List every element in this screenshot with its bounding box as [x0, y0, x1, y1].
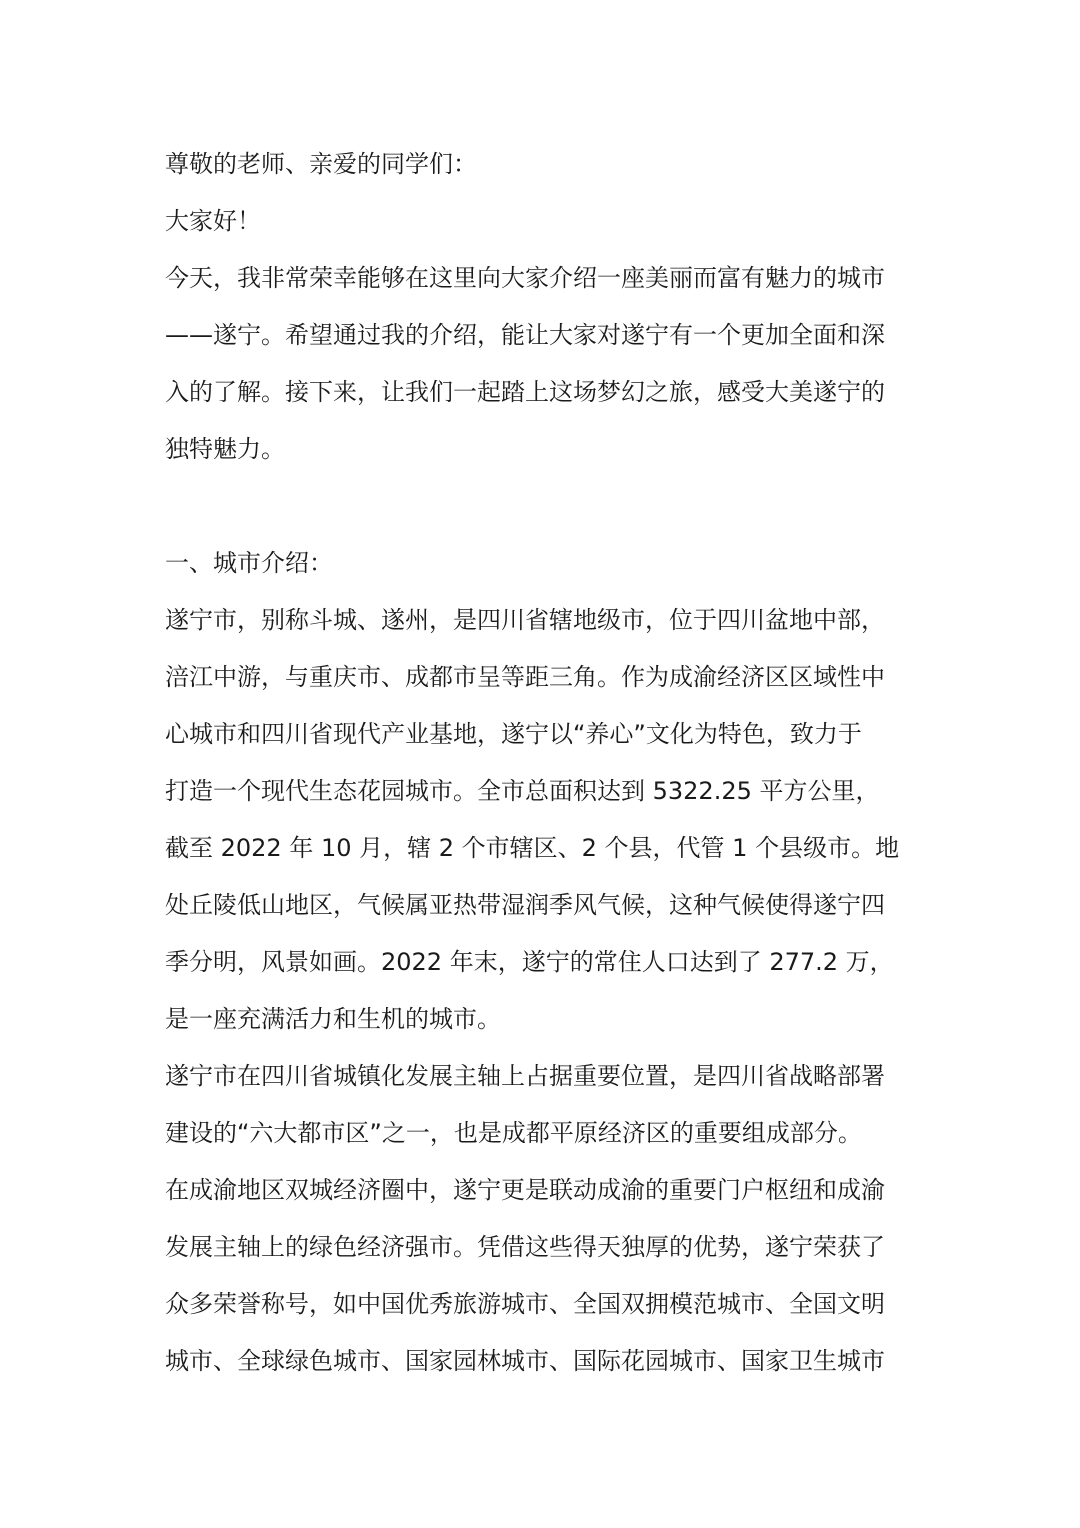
intro-paragraph — [165, 250, 917, 478]
text-line: 处丘陵低山地区，气候属亚热带湿润季风气候，这种气候使得遂宁四 — [165, 891, 885, 919]
section-heading: 一、城市介绍： — [165, 549, 333, 577]
text-line: 涪江中游，与重庆市、成都市呈等距三角。作为成渝经济区区域性中 — [165, 663, 885, 691]
text-line: 在成渝地区双城经济圈中，遂宁更是联动成渝的重要门户枢纽和成渝 — [165, 1176, 885, 1204]
text-line: 今天，我非常荣幸能够在这里向大家介绍一座美丽而富有魅力的城市 — [165, 264, 885, 292]
greeting: 大家好！ — [165, 207, 261, 235]
salutation: 尊敬的老师、亲爱的同学们： — [165, 150, 477, 178]
text-line: 遂宁市，别称斗城、遂州，是四川省辖地级市，位于四川盆地中部， — [165, 606, 885, 634]
text-line: ——遂宁。希望通过我的介绍，能让大家对遂宁有一个更加全面和深 — [165, 321, 885, 349]
text-line: 季分明，风景如画。2022 年末，遂宁的常住人口达到了 277.2 万， — [165, 948, 894, 976]
text-line: 独特魅力。 — [165, 435, 285, 463]
text-line: 打造一个现代生态花园城市。全市总面积达到 5322.25 平方公里， — [165, 777, 880, 805]
document-body — [165, 136, 917, 1390]
text-line: 发展主轴上的绿色经济强市。凭借这些得天独厚的优势，遂宁荣获了 — [165, 1233, 885, 1261]
text-line: 入的了解。接下来，让我们一起踏上这场梦幻之旅，感受大美遂宁的 — [165, 378, 885, 406]
blank-line — [165, 478, 917, 535]
text-line: 心城市和四川省现代产业基地，遂宁以“养心”文化为特色，致力于 — [165, 720, 862, 748]
text-line: 城市、全球绿色城市、国家园林城市、国际花园城市、国家卫生城市 — [165, 1347, 885, 1375]
text-line: 遂宁市在四川省城镇化发展主轴上占据重要位置，是四川省战略部署 — [165, 1062, 885, 1090]
city-position-paragraph — [165, 1048, 917, 1390]
text-line: 建设的“六大都市区”之一，也是成都平原经济区的重要组成部分。 — [165, 1119, 862, 1147]
text-line: 是一座充满活力和生机的城市。 — [165, 1005, 501, 1033]
text-line: 截至 2022 年 10 月，辖 2 个市辖区、2 个县，代管 1 个县级市。地 — [165, 834, 900, 862]
text-line: 众多荣誉称号，如中国优秀旅游城市、全国双拥模范城市、全国文明 — [165, 1290, 885, 1318]
city-intro-paragraph — [165, 592, 917, 1048]
